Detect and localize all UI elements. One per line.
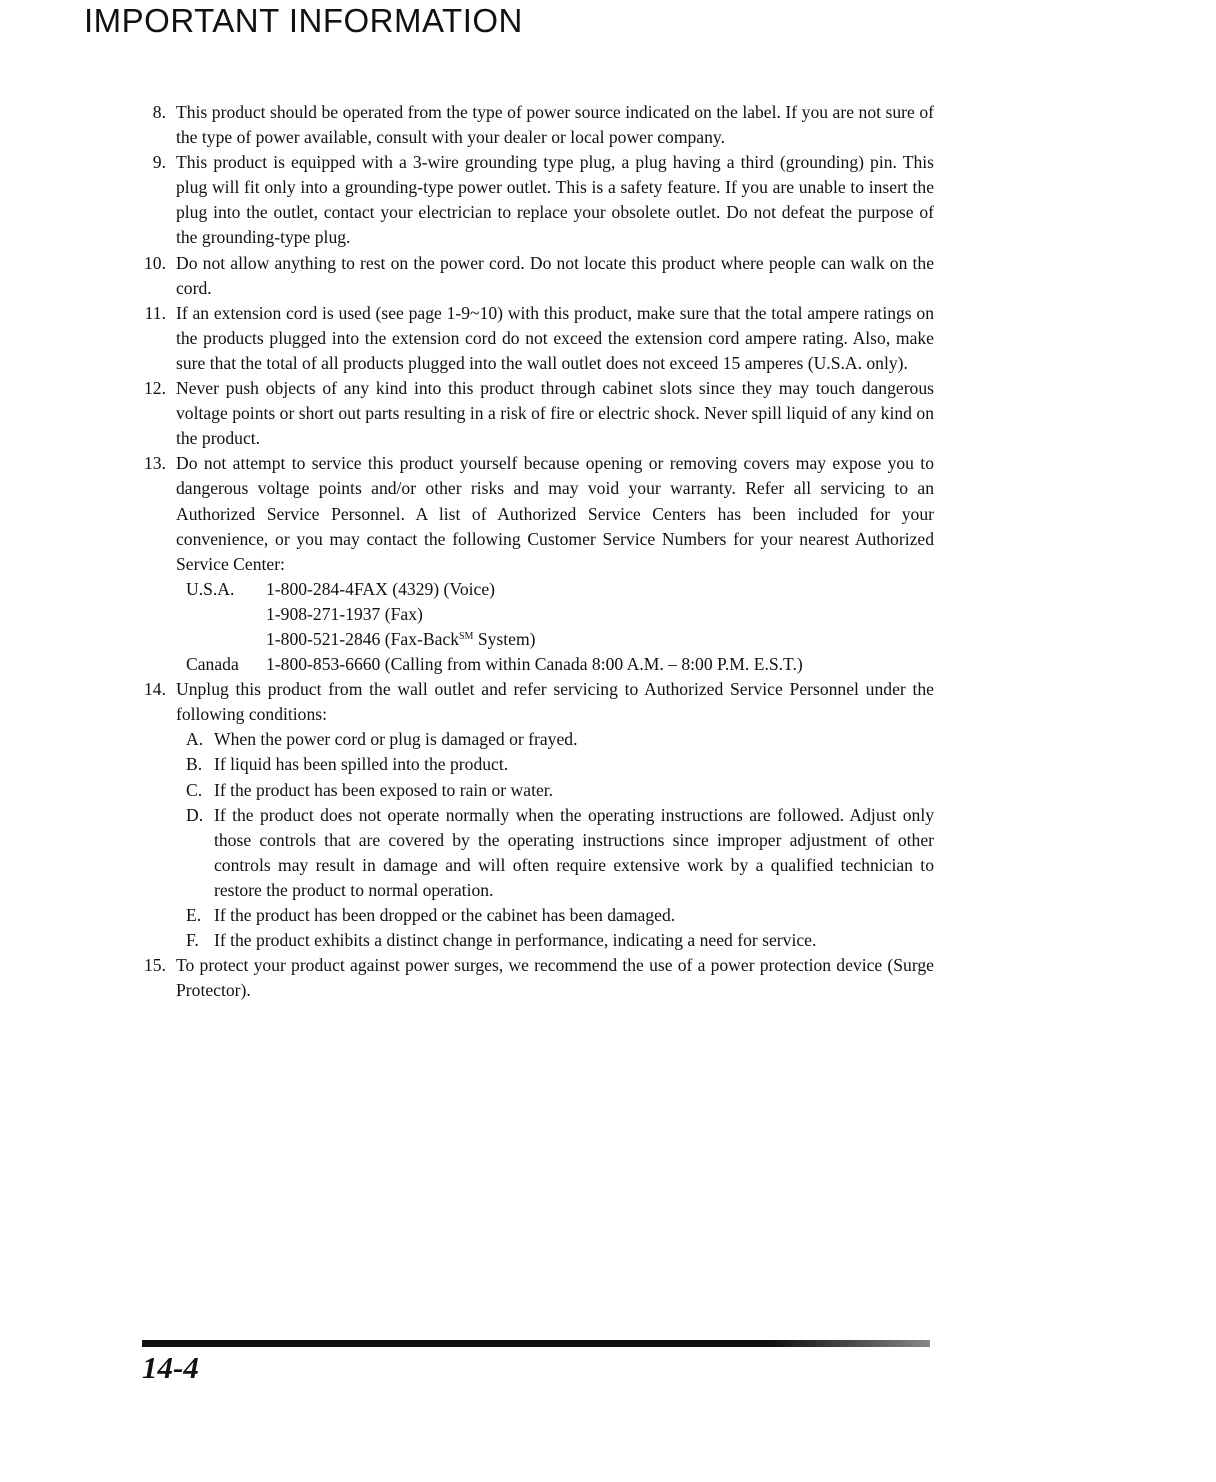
service-mark: SM bbox=[459, 630, 474, 642]
country-label: U.S.A. bbox=[186, 578, 235, 599]
condition-letter: B. bbox=[186, 754, 203, 775]
list-item bbox=[138, 301, 934, 376]
item-text: Do not allow anything to rest on the power cord. Do not locate this product where people can walk on the cord. bbox=[176, 252, 934, 298]
item-number: 10. bbox=[144, 252, 166, 273]
contact-row-usa-faxback bbox=[186, 627, 934, 652]
list-item bbox=[138, 376, 934, 451]
list-item bbox=[138, 251, 934, 301]
list-item bbox=[138, 677, 934, 953]
condition-letter: E. bbox=[186, 905, 202, 925]
item-text: Unplug this product from the wall outlet and refer servicing to Authorized Service Personnel under the following conditions: bbox=[176, 679, 934, 725]
item-number: 12. bbox=[144, 378, 166, 399]
phone-number: 1-908-271-1937 (Fax) bbox=[266, 603, 423, 624]
page-number: 14-4 bbox=[142, 1350, 199, 1385]
safety-instructions-list bbox=[138, 100, 934, 1003]
phone-number: 1-800-284-4FAX (4329) (Voice) bbox=[266, 578, 496, 599]
list-item bbox=[138, 150, 934, 250]
contact-row-canada bbox=[186, 652, 934, 677]
footer-divider bbox=[142, 1340, 930, 1347]
condition-letter: D. bbox=[186, 804, 204, 825]
item-text: This product is equipped with a 3-wire grounding type plug, a plug having a third (grounding) pin. This plug will fit only into a grounding-type power outlet. This is a safety feature. If you are unable to insert the plug into the outlet, contact your electrician to replace your obsolete outlet. Do not defeat the purpose of the grounding-type plug. bbox=[176, 152, 934, 248]
condition-text: If the product has been dropped or the cabinet has been damaged. bbox=[214, 905, 676, 925]
item-text: To protect your product against power surges, we recommend the use of a power protection device (Surge Protector). bbox=[176, 955, 934, 1001]
condition-item bbox=[186, 803, 934, 903]
customer-service-numbers bbox=[186, 577, 934, 677]
condition-item bbox=[186, 928, 934, 953]
condition-item bbox=[186, 752, 934, 777]
page-header-title: IMPORTANT INFORMATION bbox=[84, 2, 523, 39]
contact-row-usa-voice bbox=[186, 577, 934, 602]
condition-text: If the product does not operate normally when the operating instructions are followed. Adjust only those controls that are covered by the operating instructions since improper adjustment of other controls may result in damage and will often require extensive work by a qualified technician to restore the product to normal operation. bbox=[214, 804, 934, 900]
item-number: 14. bbox=[144, 679, 166, 700]
condition-item bbox=[186, 778, 934, 803]
condition-letter: A. bbox=[186, 729, 204, 750]
item-number: 8. bbox=[152, 102, 166, 122]
phone-number: 1-800-853-6660 (Calling from within Canada 8:00 A.M. – 8:00 P.M. E.S.T.) bbox=[266, 654, 803, 675]
condition-text: When the power cord or plug is damaged or frayed. bbox=[214, 729, 578, 750]
condition-item bbox=[186, 727, 934, 752]
item-number: 9. bbox=[152, 152, 166, 173]
condition-text: If the product exhibits a distinct change in performance, indicating a need for service. bbox=[214, 930, 817, 951]
phone-number: 1-800-521-2846 (Fax-Back℠ System) bbox=[266, 628, 536, 649]
contact-row-usa-fax bbox=[186, 602, 934, 627]
item-text: Never push objects of any kind into this product through cabinet slots since they may touch dangerous voltage points or short out parts resulting in a risk of fire or electric shock. Never spill liquid of any kind on the product. bbox=[176, 378, 934, 449]
item-text: Do not attempt to service this product yourself because opening or removing covers may expose you to dangerous voltage points and/or other risks and may void your warranty. Refer all servicing to an Authorized Service Personnel. A list of Authorized Service Centers has been included for your convenience, or you may contact the following Customer Service Numbers for your nearest Authorized Service Center: bbox=[176, 453, 934, 574]
condition-letter: C. bbox=[186, 779, 203, 800]
item-text: This product should be operated from the type of power source indicated on the label. If you are not sure of the type of power available, consult with your dealer or local power company. bbox=[176, 102, 934, 148]
item-text: If an extension cord is used (see page 1-9~10) with this product, make sure that the total ampere ratings on the products plugged into the extension cord do not exceed the extension cord ampere rating. Also, make sure that the total of all products plugged into the wall outlet does not exceed 15 amperes (U.S.A. only). bbox=[176, 302, 934, 373]
item-body bbox=[176, 677, 934, 953]
item-number: 11. bbox=[144, 302, 166, 323]
item-body bbox=[176, 451, 934, 677]
condition-letter: F. bbox=[186, 930, 199, 951]
condition-item bbox=[186, 903, 934, 928]
list-item bbox=[138, 451, 934, 677]
item-number: 15. bbox=[144, 955, 166, 976]
list-item bbox=[138, 100, 934, 150]
country-label: Canada bbox=[186, 654, 239, 675]
condition-text: If the product has been exposed to rain or water. bbox=[214, 779, 554, 800]
condition-text: If liquid has been spilled into the product. bbox=[214, 754, 509, 775]
item-number: 13. bbox=[144, 453, 166, 474]
list-item bbox=[138, 953, 934, 1003]
